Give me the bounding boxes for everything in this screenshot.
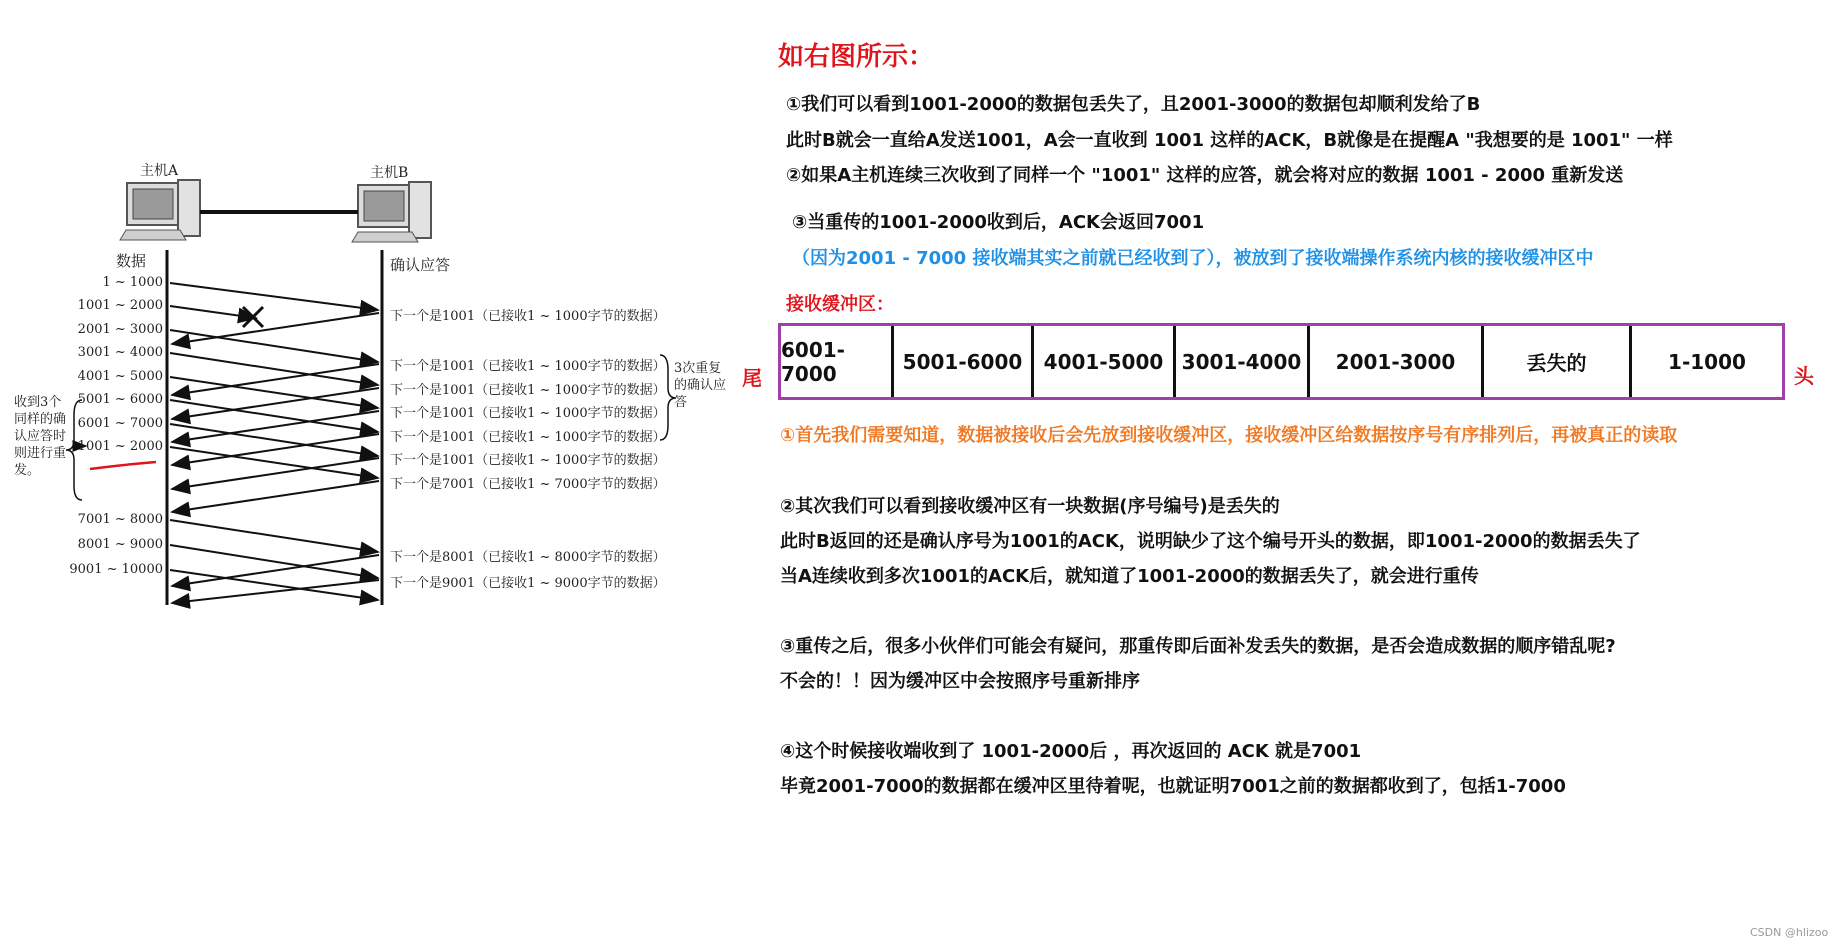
tcp-fast-retransmit-figure (0, 0, 760, 946)
paragraph-4: ③当重传的1001-2000收到后，ACK会返回7001 (792, 212, 1205, 233)
note-4b: 毕竟2001-7000的数据都在缓冲区里待着呢，也就证明7001之前的数据都收到了，包括1-7000 (780, 776, 1566, 797)
note-2b: 此时B返回的还是确认序号为1001的ACK，说明缺少了这个编号开头的数据，即1001-2000的数据丢失了 (780, 531, 1641, 552)
ack-label: 下一个是1001（已接收1 ~ 1000字节的数据） (390, 309, 666, 324)
host-b-label: 主机B (370, 165, 409, 181)
paragraph-1: ①我们可以看到1001-2000的数据包丢失了，且2001-3000的数据包却顺利发给了B (786, 94, 1481, 115)
segment-label: 5001 ~ 6000 (77, 392, 163, 407)
segment-label: 3001 ~ 4000 (77, 345, 163, 360)
segment-label: 7001 ~ 8000 (77, 512, 163, 527)
segment-label: 9001 ~ 10000 (69, 562, 163, 577)
note-3a: ③重传之后，很多小伙伴们可能会有疑问，那重传即后面补发丢失的数据，是否会造成数据的顺序错乱呢? (780, 636, 1616, 657)
ack-label: 下一个是1001（已接收1 ~ 1000字节的数据） (390, 453, 666, 468)
buffer-label: 接收缓冲区： (786, 294, 894, 315)
tail-label: 尾 (742, 366, 762, 390)
buffer-cell: 6001-7000 (781, 337, 845, 386)
computer-a-icon (120, 180, 200, 240)
note-2c: 当A连续收到多次1001的ACK后，就知道了1001-2000的数据丢失了，就会进行重传 (780, 566, 1479, 587)
paragraph-5: （因为2001 - 7000 接收端其实之前就已经收到了），被放到了接收端操作系统内核的接收缓冲区中 (792, 248, 1594, 269)
paragraph-2: 此时B就会一直给A发送1001，A会一直收到 1001 这样的ACK，B就像是在提醒A "我想要的是 1001" 一样 (786, 130, 1673, 151)
data-column-heading: 数据 (116, 252, 147, 270)
segment-label: 6001 ~ 7000 (77, 416, 163, 431)
buffer-cell: 3001-4000 (1173, 326, 1307, 397)
segment-label: 4001 ~ 5000 (77, 369, 163, 384)
ack-label: 下一个是9001（已接收1 ~ 9000字节的数据） (390, 576, 666, 591)
buffer-cell: 4001-5000 (1031, 326, 1173, 397)
receive-buffer (778, 323, 1785, 400)
duplicate-ack-note: 3次重复的确认应答 (674, 361, 727, 410)
ack-label: 下一个是1001（已接收1 ~ 1000字节的数据） (390, 359, 666, 374)
watermark: CSDN @hlizoo (1750, 926, 1829, 939)
segment-label: 2001 ~ 3000 (77, 322, 163, 337)
buffer-cell: 1-1000 (1629, 326, 1782, 397)
note-3b: 不会的！！因为缓冲区中会按照序号重新排序 (780, 671, 1140, 692)
ack-label: 下一个是1001（已接收1 ~ 1000字节的数据） (390, 383, 666, 398)
head-label: 头 (1794, 364, 1814, 388)
note-4a: ④这个时候接收端收到了 1001-2000后 ，再次返回的 ACK 就是7001 (780, 741, 1362, 762)
ack-label: 下一个是1001（已接收1 ~ 1000字节的数据） (390, 430, 666, 445)
host-a-label: 主机A (140, 163, 179, 179)
ack-label: 下一个是8001（已接收1 ~ 8000字节的数据） (390, 550, 666, 565)
computer-b-icon (352, 182, 431, 242)
resend-note: 收到3个同样的确认应答时则进行重发。 (14, 395, 67, 478)
note-1: ①首先我们需要知道，数据被接收后会先放到接收缓冲区，接收缓冲区给数据按序号有序排列后，再被真正的读取 (780, 425, 1678, 446)
segment-label: 1 ~ 1000 (102, 275, 163, 290)
segment-label: 1001 ~ 2000 (77, 298, 163, 313)
ack-label: 下一个是7001（已接收1 ~ 7000字节的数据） (390, 477, 666, 492)
red-underline (90, 462, 156, 469)
paragraph-3: ②如果A主机连续三次收到了同样一个 "1001" 这样的应答，就会将对应的数据 1001 - 2000 重新发送 (786, 165, 1624, 186)
segment-label: 8001 ~ 9000 (77, 537, 163, 552)
ack-column-heading: 确认应答 (390, 256, 451, 274)
buffer-cell: 5001-6000 (891, 326, 1031, 397)
ack-label: 下一个是1001（已接收1 ~ 1000字节的数据） (390, 406, 666, 421)
section-title: 如右图所示： (778, 42, 935, 72)
buffer-cell-lost: 丢失的 (1481, 326, 1629, 397)
note-2a: ②其次我们可以看到接收缓冲区有一块数据(序号编号)是丢失的 (780, 496, 1280, 517)
segment-label: 1001 ~ 2000 (77, 439, 163, 454)
buffer-cell: 2001-3000 (1307, 326, 1481, 397)
